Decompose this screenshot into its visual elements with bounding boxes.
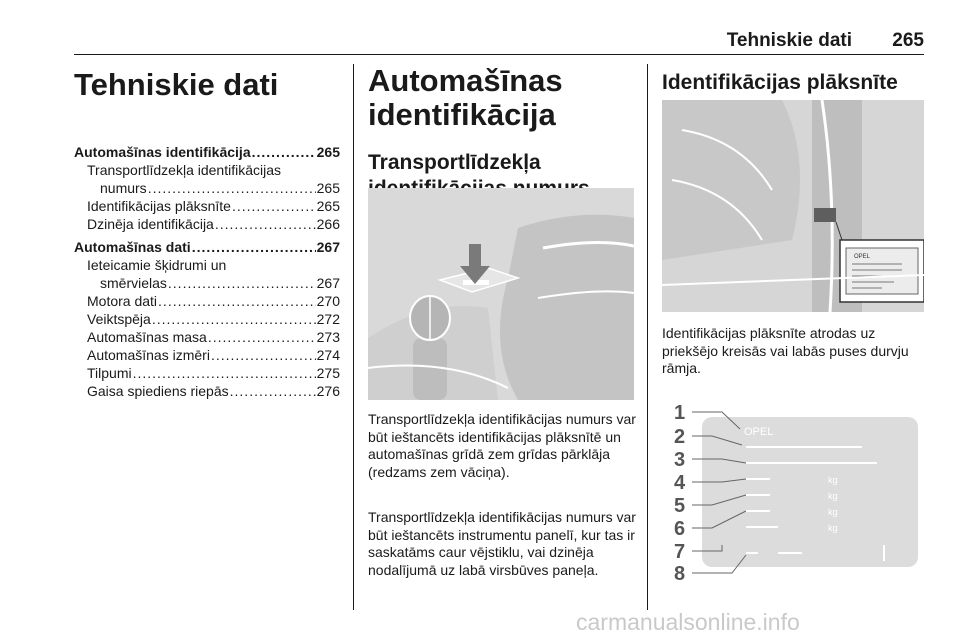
toc-label: Motora dati <box>87 293 158 309</box>
toc-page: 276 <box>316 383 340 399</box>
callout-7: 7 <box>674 541 686 563</box>
toc-leader-dots <box>232 197 316 215</box>
column-divider-2 <box>647 64 648 610</box>
toc-label: Veiktspēja <box>87 311 151 327</box>
toc-entry[interactable] <box>74 179 340 197</box>
toc-entry[interactable] <box>74 310 340 328</box>
plate-unit-kg-1: kg <box>828 475 838 485</box>
plate-unit-kg-4: kg <box>828 523 838 533</box>
toc-entry[interactable] <box>74 364 340 382</box>
toc-leader-dots <box>211 346 316 364</box>
toc-entry[interactable] <box>74 274 340 292</box>
toc-label: Automašīnas masa <box>87 329 207 345</box>
watermark: carmanualsonline.info <box>576 609 800 635</box>
toc-leader-dots <box>148 179 316 197</box>
section-title <box>368 64 634 132</box>
toc-label: Ieteicamie šķidrumi un <box>87 257 227 273</box>
contents-column <box>74 64 340 400</box>
vin-subtitle-line1: Transportlīdzekļa <box>368 151 541 174</box>
toc-entry[interactable] <box>74 215 340 233</box>
toc-leader-dots <box>192 238 316 256</box>
toc-leader-dots <box>168 274 316 292</box>
toc-leader-dots <box>230 382 316 400</box>
chapter-title: Tehniskie dati <box>74 67 279 102</box>
toc-page: 267 <box>316 239 340 255</box>
vin-floor-illustration <box>368 188 634 400</box>
callout-5: 5 <box>674 495 686 517</box>
toc-leader-dots <box>215 215 316 233</box>
toc-label: Identifikācijas plāksnīte <box>87 198 231 214</box>
toc-label: Gaisa spiediens riepās <box>87 383 229 399</box>
toc-entry[interactable] <box>74 197 340 215</box>
running-header-title: Tehniskie dati <box>726 30 852 51</box>
toc-entry[interactable] <box>74 256 340 274</box>
toc-leader-dots <box>158 292 316 310</box>
svg-text:OPEL: OPEL <box>854 254 871 260</box>
callout-4: 4 <box>674 472 686 494</box>
toc-leader-dots <box>252 143 316 161</box>
toc-leader-dots <box>133 364 316 382</box>
toc-leader-dots <box>152 310 316 328</box>
toc-label: numurs <box>100 180 147 196</box>
plate-brand: OPEL <box>744 426 774 438</box>
vin-paragraph-2: Transportlīdzekļa identifikācijas numurs var būt ieštancēts instrumentu panelī, kur tas ir saskatāms caur vējstiklu, vai dzinēja nodalījumā uz labā virsbūves paneļa. <box>368 509 636 578</box>
callout-3: 3 <box>674 449 686 471</box>
plate-unit-kg-2: kg <box>828 491 838 501</box>
section-title-line1: Automašīnas <box>368 63 563 98</box>
toc-label: Automašīnas identifikācija <box>74 144 251 160</box>
toc-section[interactable] <box>74 238 340 256</box>
toc-label: Automašīnas dati <box>74 239 191 255</box>
toc-label: Transportlīdzekļa identifikācijas <box>87 162 282 178</box>
id-plate-paragraph: Identifikācijas plāksnīte atrodas uz priekšējo kreisās vai labās puses durvju rāmja. <box>662 325 909 376</box>
toc-page: 265 <box>316 180 340 196</box>
plate-unit-kg-3: kg <box>828 507 838 517</box>
id-plate-title: Identifikācijas plāksnīte <box>662 71 898 94</box>
toc-page: 273 <box>316 329 340 345</box>
vin-paragraph-1: Transportlīdzekļa identifikācijas numurs var būt ieštancēts identifikācijas plāksnītē un automašīnas grīdā zem grīdas pārklāja (redzams zem vāciņa). <box>368 411 636 480</box>
toc-page: 267 <box>316 275 340 291</box>
callout-1: 1 <box>674 402 686 424</box>
toc-entry[interactable] <box>74 161 340 179</box>
toc-entry[interactable] <box>74 346 340 364</box>
toc-page: 265 <box>316 144 340 160</box>
toc-page: 270 <box>316 293 340 309</box>
column-divider-1 <box>353 64 354 610</box>
callout-2: 2 <box>674 426 686 448</box>
toc-label: Dzinēja identifikācija <box>87 216 214 232</box>
toc-page: 275 <box>316 365 340 381</box>
toc-entry[interactable] <box>74 292 340 310</box>
toc-label: smērvielas <box>100 275 167 291</box>
id-plate-diagram <box>662 395 924 580</box>
toc-label: Tilpumi <box>87 365 132 381</box>
toc-leader-dots <box>208 328 316 346</box>
toc-entry[interactable] <box>74 328 340 346</box>
toc-entry[interactable] <box>74 382 340 400</box>
toc-label: Automašīnas izmēri <box>87 347 210 363</box>
callout-6: 6 <box>674 518 686 540</box>
toc-page: 272 <box>316 311 340 327</box>
header-rule <box>74 54 924 55</box>
toc-page: 266 <box>316 216 340 232</box>
toc-section[interactable] <box>74 143 340 161</box>
callout-8: 8 <box>674 563 686 580</box>
toc-page: 274 <box>316 347 340 363</box>
toc-page: 265 <box>316 198 340 214</box>
page-number: 265 <box>892 30 924 51</box>
table-of-contents <box>74 143 340 400</box>
section-title-line2: identifikācija <box>368 97 556 132</box>
id-plate-column <box>662 64 924 96</box>
vehicle-id-column <box>368 64 634 202</box>
door-pillar-illustration <box>662 100 924 312</box>
